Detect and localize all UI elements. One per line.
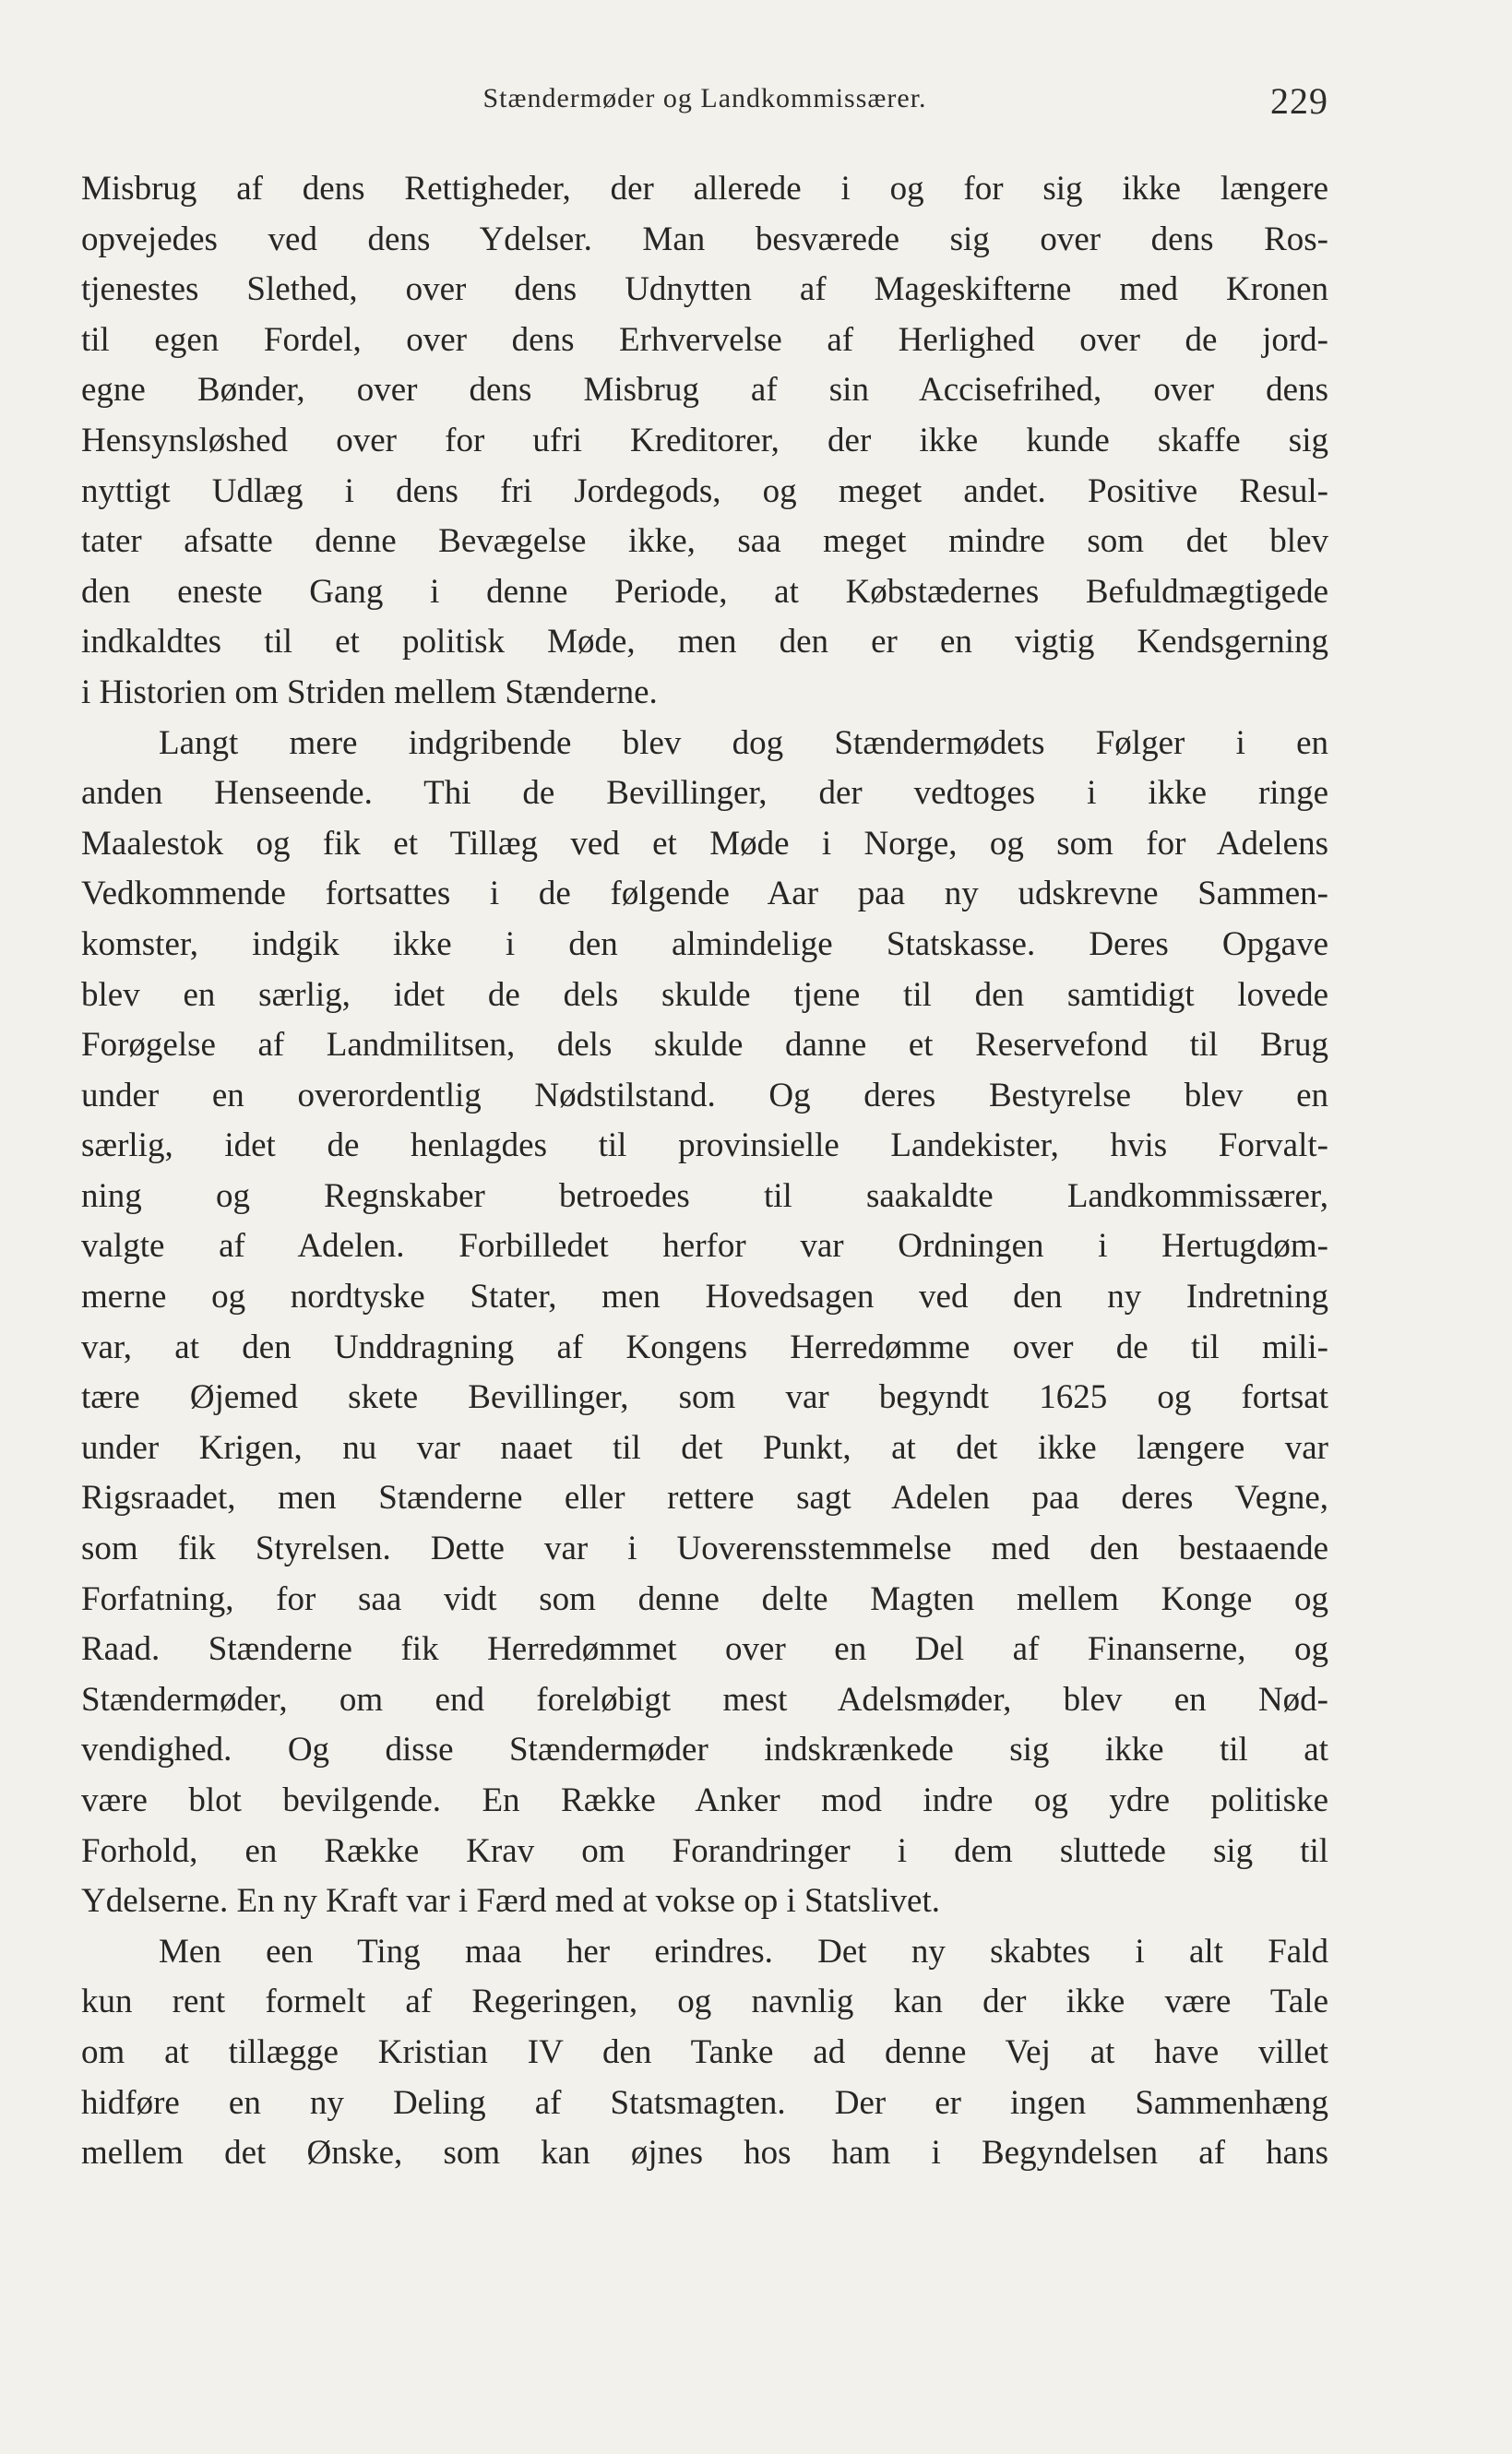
text-line: særlig, idet de henlagdes til provinsielle Landekister, hvis Forvalt- bbox=[81, 1126, 1328, 1165]
text-line: komster, indgik ikke i den almindelige Statskasse. Deres Opgave bbox=[81, 924, 1328, 963]
text-line: anden Henseende. Thi de Bevillinger, der vedtoges i ikke ringe bbox=[81, 774, 1328, 813]
text-line: i Historien om Striden mellem Stænderne. bbox=[81, 673, 658, 711]
text-line: til egen Fordel, over dens Erhvervelse af Herlighed over de jord- bbox=[81, 320, 1328, 359]
page-number: 229 bbox=[1270, 80, 1328, 122]
text-line: valgte af Adelen. Forbilledet herfor var Ordningen i Hertugdøm- bbox=[81, 1227, 1328, 1266]
page-header bbox=[81, 81, 1328, 127]
text-line: Rigsraadet, men Stænderne eller rettere sagt Adelen paa deres Vegne, bbox=[81, 1479, 1328, 1518]
text-line: Forfatning, for saa vidt som denne delte Magten mellem Konge og bbox=[81, 1579, 1328, 1618]
text-line: Ydelserne. En ny Kraft var i Færd med at vokse op i Statslivet. bbox=[81, 1882, 940, 1921]
text-line: Hensynsløshed over for ufri Kreditorer, der ikke kunde skaffe sig bbox=[81, 421, 1328, 459]
text-line: Vedkommende fortsattes i de følgende Aar paa ny udskrevne Sammen- bbox=[81, 875, 1328, 913]
text-line: kun rent formelt af Regeringen, og navnlig kan der ikke være Tale bbox=[81, 1983, 1328, 2021]
text-line: Misbrug af dens Rettigheder, der allerede i og for sig ikke længere bbox=[81, 170, 1328, 208]
text-line: tater afsatte denne Bevægelse ikke, saa meget mindre som det blev bbox=[81, 522, 1328, 561]
text-line: opvejedes ved dens Ydelser. Man besværede sig over dens Ros- bbox=[81, 220, 1328, 258]
text-line: nyttigt Udlæg i dens fri Jordegods, og meget andet. Positive Resul- bbox=[81, 471, 1328, 510]
text-line: Maalestok og fik et Tillæg ved et Møde i Norge, og som for Adelens bbox=[81, 824, 1328, 863]
text-line: merne og nordtyske Stater, men Hovedsagen ved den ny Indretning bbox=[81, 1278, 1328, 1316]
running-title: Stændermøder og Landkommissærer. bbox=[482, 83, 927, 113]
text-line: tære Øjemed skete Bevillinger, som var begyndt 1625 og fortsat bbox=[81, 1378, 1328, 1417]
text-line: indkaldtes til et politisk Møde, men den er en vigtig Kendsgerning bbox=[81, 623, 1328, 661]
text-line: den eneste Gang i denne Periode, at Købstædernes Befuldmægtigede bbox=[81, 572, 1328, 611]
text-line: hidføre en ny Deling af Statsmagten. Der er ingen Sammenhæng bbox=[81, 2083, 1328, 2122]
text-line: tjenestes Slethed, over dens Udnytten af Mageskifterne med Kronen bbox=[81, 270, 1328, 309]
text-line: under Krigen, nu var naaet til det Punkt, at det ikke længere var bbox=[81, 1428, 1328, 1467]
text-line: som fik Styrelsen. Dette var i Uoverensstemmelse med den bestaaende bbox=[81, 1530, 1328, 1568]
text-line: om at tillægge Kristian IV den Tanke ad denne Vej at have villet bbox=[81, 2032, 1328, 2071]
text-line: vendighed. Og disse Stændermøder indskrænkede sig ikke til at bbox=[81, 1731, 1328, 1769]
text-line: Forøgelse af Landmilitsen, dels skulde danne et Reservefond til Brug bbox=[81, 1026, 1328, 1065]
text-line: Langt mere indgribende blev dog Stændermødets Følger i en bbox=[159, 723, 1328, 762]
text-line: mellem det Ønske, som kan øjnes hos ham i Begyndelsen af hans bbox=[81, 2134, 1328, 2173]
body-text bbox=[81, 164, 1328, 2179]
text-line: egne Bønder, over dens Misbrug af sin Accisefrihed, over dens bbox=[81, 371, 1328, 410]
text-line: Forhold, en Række Krav om Forandringer i dem sluttede sig til bbox=[81, 1831, 1328, 1870]
text-line: Raad. Stænderne fik Herredømmet over en Del af Finanserne, og bbox=[81, 1630, 1328, 1669]
text-line: ning og Regnskaber betroedes til saakaldte Landkommissærer, bbox=[81, 1176, 1328, 1215]
text-line: var, at den Unddragning af Kongens Herredømme over de til mili- bbox=[81, 1328, 1328, 1366]
text-line: Men een Ting maa her erindres. Det ny skabtes i alt Fald bbox=[159, 1932, 1328, 1971]
text-line: være blot bevilgende. En Række Anker mod indre og ydre politiske bbox=[81, 1781, 1328, 1819]
text-line: blev en særlig, idet de dels skulde tjene til den samtidigt lovede bbox=[81, 975, 1328, 1014]
text-line: Stændermøder, om end foreløbigt mest Adelsmøder, blev en Nød- bbox=[81, 1680, 1328, 1719]
text-line: under en overordentlig Nødstilstand. Og deres Bestyrelse blev en bbox=[81, 1076, 1328, 1114]
